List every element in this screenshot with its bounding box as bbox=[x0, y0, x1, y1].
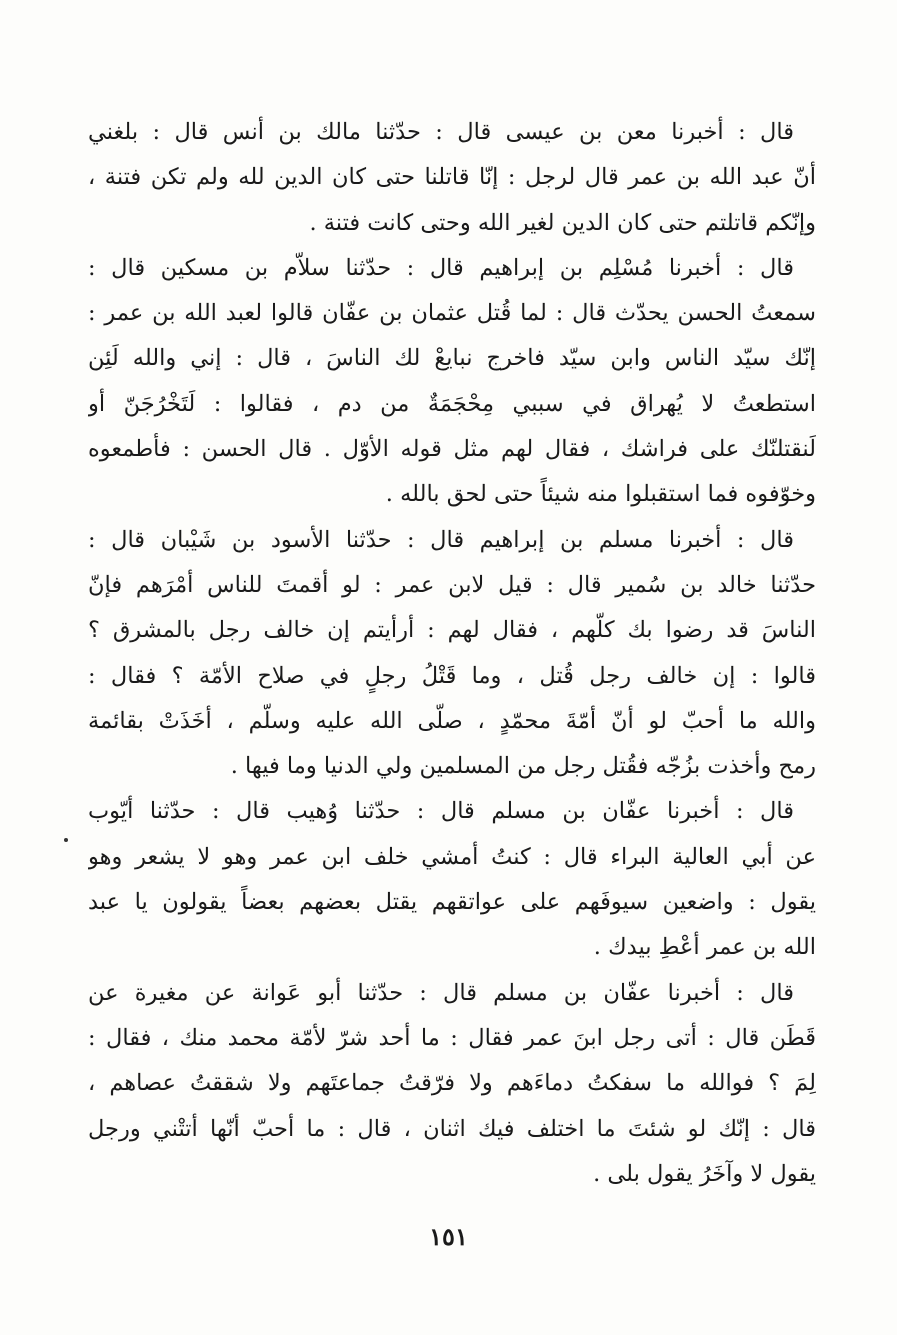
paragraph-4 bbox=[88, 789, 816, 970]
text-line: قال : أخبرنا مُسْلِم بن إبراهيم قال : حدّثنا سلاّم بن مسكين قال : bbox=[88, 254, 794, 281]
text-line: قال : أخبرنا عفّان بن مسلم قال : حدّثنا وُهيب قال : حدّثنا أيّوب bbox=[88, 798, 794, 825]
text-line: استطعتُ لا يُهراق في سببي مِحْجَمَةٌ من دم ، فقالوا : لَتَخْرُجَنّ أو bbox=[88, 390, 816, 417]
page-number: ١٥١ bbox=[429, 1222, 468, 1251]
text-line: رمح وأخذت بزُجّه فقُتل رجل من المسلمين ولي الدنيا وما فيها . bbox=[230, 753, 816, 780]
text-line: قَطَن قال : أتى رجل ابنَ عمر فقال : ما أحد شرّ لأمّة محمد منك ، فقال : bbox=[88, 1024, 816, 1051]
text-line: سمعتُ الحسن يحدّث قال : لما قُتل عثمان بن عفّان قالوا لعبد الله بن عمر : bbox=[88, 300, 816, 327]
text-line: الناسَ قد رضوا بك كلّهم ، فقال لهم : أرأيتم إن خالف رجل بالمشرق ؟ bbox=[88, 617, 816, 644]
text-line: وخوّفوه فما استقبلوا منه شيئاً حتى لحق بالله . bbox=[385, 481, 816, 508]
text-line: قال : أخبرنا مسلم بن إبراهيم قال : حدّثنا الأسود بن شَيْبان قال : bbox=[88, 526, 794, 553]
text-line: أنّ عبد الله بن عمر قال لرجل : إنّا قاتلنا حتى كان الدين لله ولم تكن فتنة ، bbox=[88, 164, 816, 191]
text-line: قال : أخبرنا عفّان بن مسلم قال : حدّثنا أبو عَوانة عن مغيرة عن bbox=[88, 979, 794, 1006]
paragraph-1 bbox=[88, 110, 816, 246]
paragraph-2 bbox=[88, 246, 816, 518]
print-speck bbox=[64, 838, 68, 842]
text-line: لَنقتلنّك على فراشك ، فقال لهم مثل قوله الأوّل . قال الحسن : فأطمعوه bbox=[88, 436, 816, 463]
text-line: حدّثنا خالد بن سُمير قال : قيل لابن عمر : لو أقمتَ للناس أمْرَهم فإنّ bbox=[88, 571, 816, 598]
paragraph-5 bbox=[88, 971, 816, 1197]
text-line: قال : أخبرنا معن بن عيسى قال : حدّثنا مالك بن أنس قال : بلغني bbox=[88, 119, 794, 145]
text-line: والله ما أحبّ لو أنّ أمّةَ محمّدٍ ، صلّى الله عليه وسلّم ، أخَذَتْ بقائمة bbox=[88, 707, 816, 734]
text-line: قالوا : إن خالف رجل قُتل ، وما قَتْلُ رجلٍ في صلاح الأمّة ؟ فقال : bbox=[88, 662, 816, 689]
paragraph-3 bbox=[88, 518, 816, 790]
text-line: يقول : واضعين سيوفَهم على عواتقهم يقتل بعضهم بعضاً يقولون يا عبد bbox=[88, 889, 816, 916]
text-line: لِمَ ؟ فوالله ما سفكتُ دماءَهم ولا فرّقتُ جماعتَهم ولا شققتُ عصاهم ، bbox=[88, 1070, 816, 1097]
text-line: عن أبي العالية البراء قال : كنتُ أمشي خلف ابن عمر وهو لا يشعر وهو bbox=[88, 843, 816, 870]
text-line: قال : إنّك لو شئتَ ما اختلف فيك اثنان ، قال : ما أحبّ أنّها أتتْني ورجل bbox=[88, 1115, 816, 1142]
text-line: الله بن عمر أعْطِ بيدك . bbox=[593, 934, 816, 961]
text-line: وإنّكم قاتلتم حتى كان الدين لغير الله وحتى كانت فتنة . bbox=[309, 209, 816, 236]
page-body-text bbox=[88, 110, 816, 1197]
text-line: يقول لا وآخَرُ يقول بلى . bbox=[593, 1160, 816, 1187]
text-line: إنّك سيّد الناس وابن سيّد فاخرج نبايعْ لك الناسَ ، قال : إني والله لَئِن bbox=[88, 345, 816, 372]
